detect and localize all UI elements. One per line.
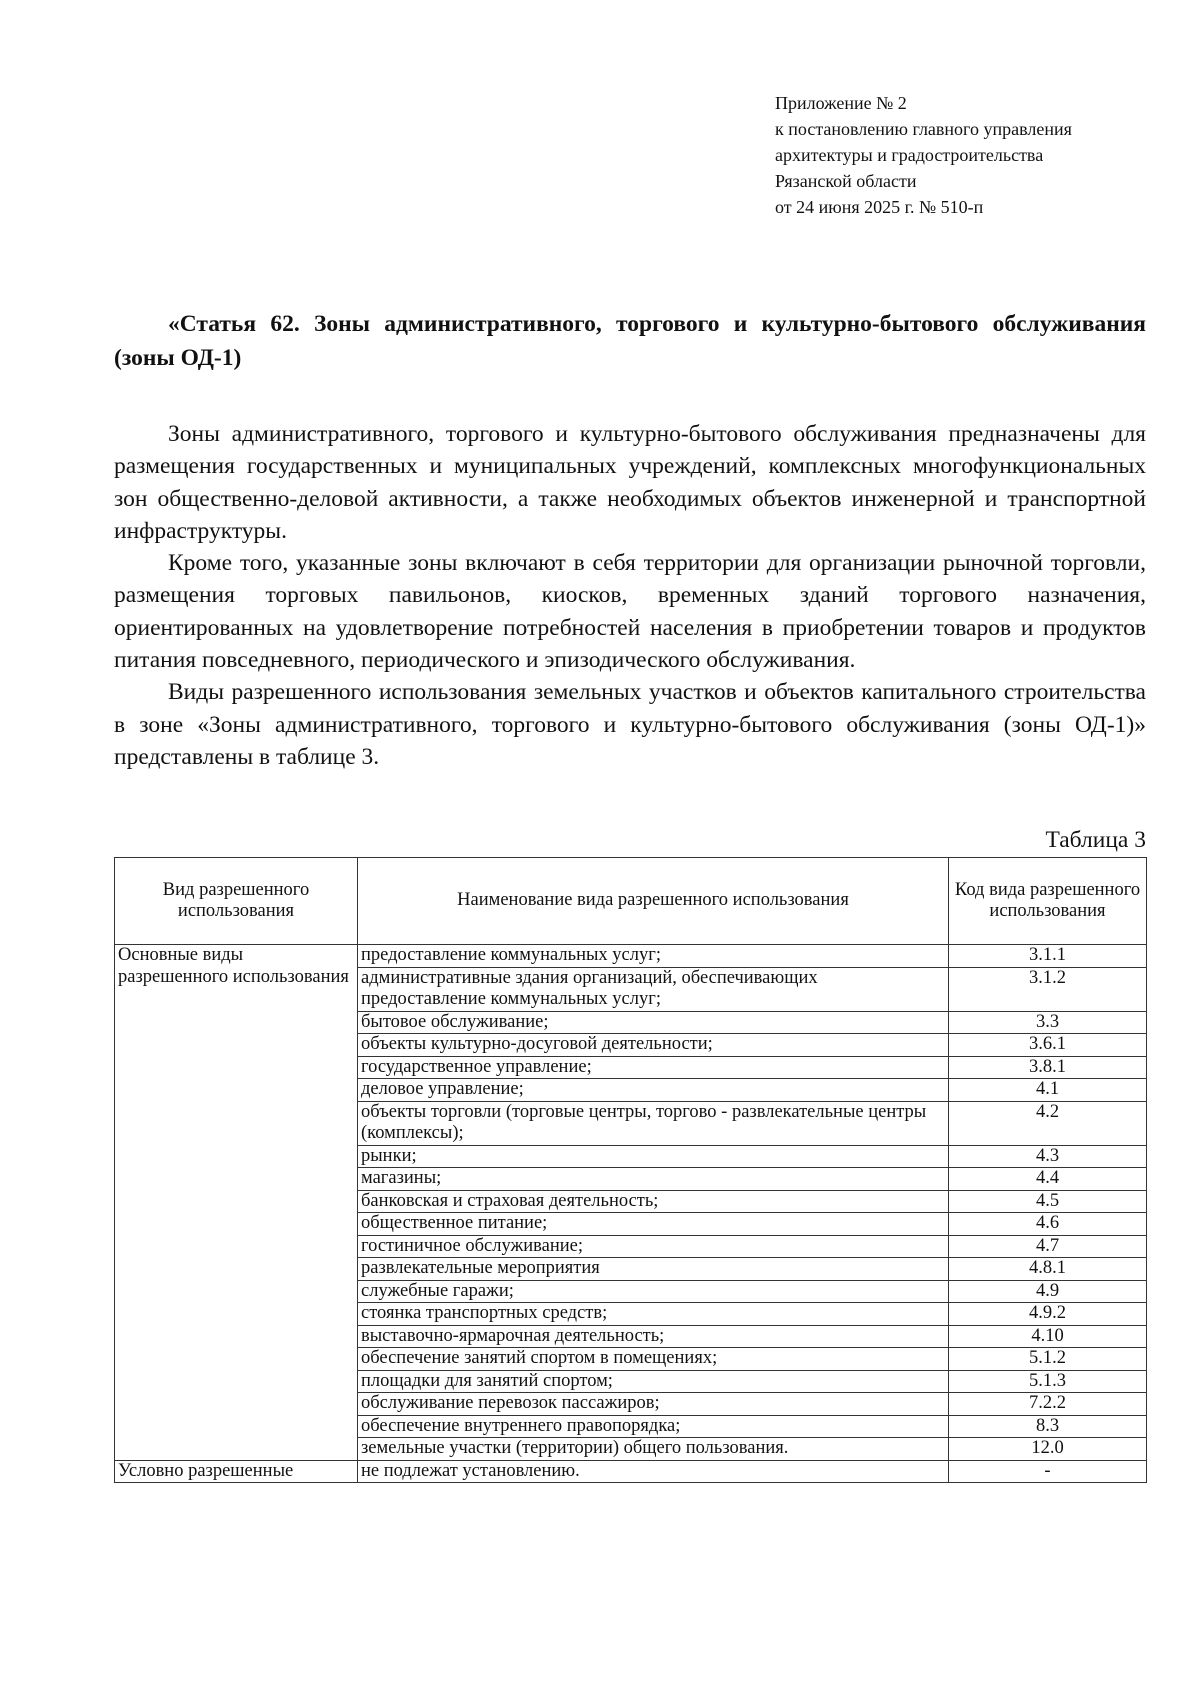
use-name-cell: деловое управление; (358, 1079, 949, 1102)
appendix-block (775, 90, 1072, 220)
use-name-cell: служебные гаражи; (358, 1280, 949, 1303)
conditional-row (115, 1460, 1147, 1483)
permitted-use-table (114, 857, 1147, 1483)
appendix-line: архитектуры и градостроительства (775, 145, 1044, 165)
use-code-cell: 4.4 (949, 1168, 1147, 1191)
table-header-row (115, 858, 1147, 945)
article-title: «Статья 62. Зоны административного, торгового и культурно-бытового обслуживания (зоны ОД-1) (114, 311, 1146, 371)
main-category-cell: Основные виды разрешенного использования (115, 945, 358, 1461)
appendix-line: к постановлению главного управления (775, 119, 1072, 139)
use-code-cell: 4.9.2 (949, 1303, 1147, 1326)
use-name-cell: рынки; (358, 1145, 949, 1168)
use-name-cell: гостиничное обслуживание; (358, 1235, 949, 1258)
use-name-cell: бытовое обслуживание; (358, 1011, 949, 1034)
table-label: Таблица 3 (1045, 827, 1146, 853)
use-code-cell: 4.2 (949, 1101, 1147, 1145)
use-name-cell: обслуживание перевозок пассажиров; (358, 1393, 949, 1416)
use-code-cell: 4.6 (949, 1213, 1147, 1236)
use-code-cell: 3.1.2 (949, 967, 1147, 1011)
use-code-cell: 3.8.1 (949, 1056, 1147, 1079)
use-code-cell: 4.8.1 (949, 1258, 1147, 1281)
use-name-cell: банковская и страховая деятельность; (358, 1190, 949, 1213)
use-name-cell: развлекательные мероприятия (358, 1258, 949, 1281)
use-code-cell: 3.1.1 (949, 945, 1147, 968)
use-name-cell: стоянка транспортных средств; (358, 1303, 949, 1326)
conditional-category-cell: Условно разрешенные (115, 1460, 358, 1483)
header-use-type: Вид разрешенного использования (115, 858, 358, 945)
use-code-cell: 5.1.2 (949, 1348, 1147, 1371)
use-name-cell: обеспечение внутреннего правопорядка; (358, 1415, 949, 1438)
use-name-cell: земельные участки (территории) общего пользования. (358, 1438, 949, 1461)
header-use-name: Наименование вида разрешенного использования (358, 858, 949, 945)
use-code-cell: 4.7 (949, 1235, 1147, 1258)
use-name-cell: предоставление коммунальных услуг; (358, 945, 949, 968)
use-name-cell: государственное управление; (358, 1056, 949, 1079)
use-code-cell: 8.3 (949, 1415, 1147, 1438)
table-body (115, 945, 1147, 1483)
header-use-code: Код вида разрешенного использования (949, 858, 1147, 945)
paragraph: Зоны административного, торгового и культурно-бытового обслуживания предназначены для размещения государственных и муниципальных учреждений, комплексных многофункциональных зон общественно-деловой активности, а также необходимых объектов инженерной и транспортной инфраструктуры. (114, 421, 1146, 544)
use-code-cell: 4.3 (949, 1145, 1147, 1168)
use-code-cell: 5.1.3 (949, 1370, 1147, 1393)
use-name-cell: не подлежат установлению. (358, 1460, 949, 1483)
use-code-cell: 4.1 (949, 1079, 1147, 1102)
appendix-line: Рязанской области (775, 171, 917, 191)
use-code-cell: 4.5 (949, 1190, 1147, 1213)
use-name-cell: выставочно-ярмарочная деятельность; (358, 1325, 949, 1348)
use-code-cell: - (949, 1460, 1147, 1483)
body-text (114, 418, 1146, 773)
use-code-cell: 4.9 (949, 1280, 1147, 1303)
paragraph: Виды разрешенного использования земельных участков и объектов капитального строительства в зоне «Зоны административного, торгового и культурно-бытового обслуживания (зоны ОД-1)» представлены в таблице 3. (114, 679, 1146, 770)
use-name-cell: общественное питание; (358, 1213, 949, 1236)
use-code-cell: 4.10 (949, 1325, 1147, 1348)
use-name-cell: объекты культурно-досуговой деятельности; (358, 1034, 949, 1057)
appendix-line: от 24 июня 2025 г. № 510-п (775, 197, 984, 217)
use-name-cell: административные здания организаций, обеспечивающих предоставление коммунальных услуг; (358, 967, 949, 1011)
use-code-cell: 7.2.2 (949, 1393, 1147, 1416)
use-code-cell: 3.6.1 (949, 1034, 1147, 1057)
use-code-cell: 12.0 (949, 1438, 1147, 1461)
appendix-line: Приложение № 2 (775, 93, 907, 113)
use-code-cell: 3.3 (949, 1011, 1147, 1034)
paragraph: Кроме того, указанные зоны включают в себя территории для организации рыночной торговли, размещения торговых павильонов, киосков, временных зданий торгового назначения, ориентированных на удовлетворение потребностей населения в приобретении товаров и продуктов питания повседневного, периодического и эпизодического обслуживания. (114, 550, 1146, 674)
use-name-cell: площадки для занятий спортом; (358, 1370, 949, 1393)
use-name-cell: магазины; (358, 1168, 949, 1191)
table-row (115, 945, 1147, 968)
use-name-cell: обеспечение занятий спортом в помещениях; (358, 1348, 949, 1371)
use-name-cell: объекты торговли (торговые центры, торгово - развлекательные центры (комплексы); (358, 1101, 949, 1145)
